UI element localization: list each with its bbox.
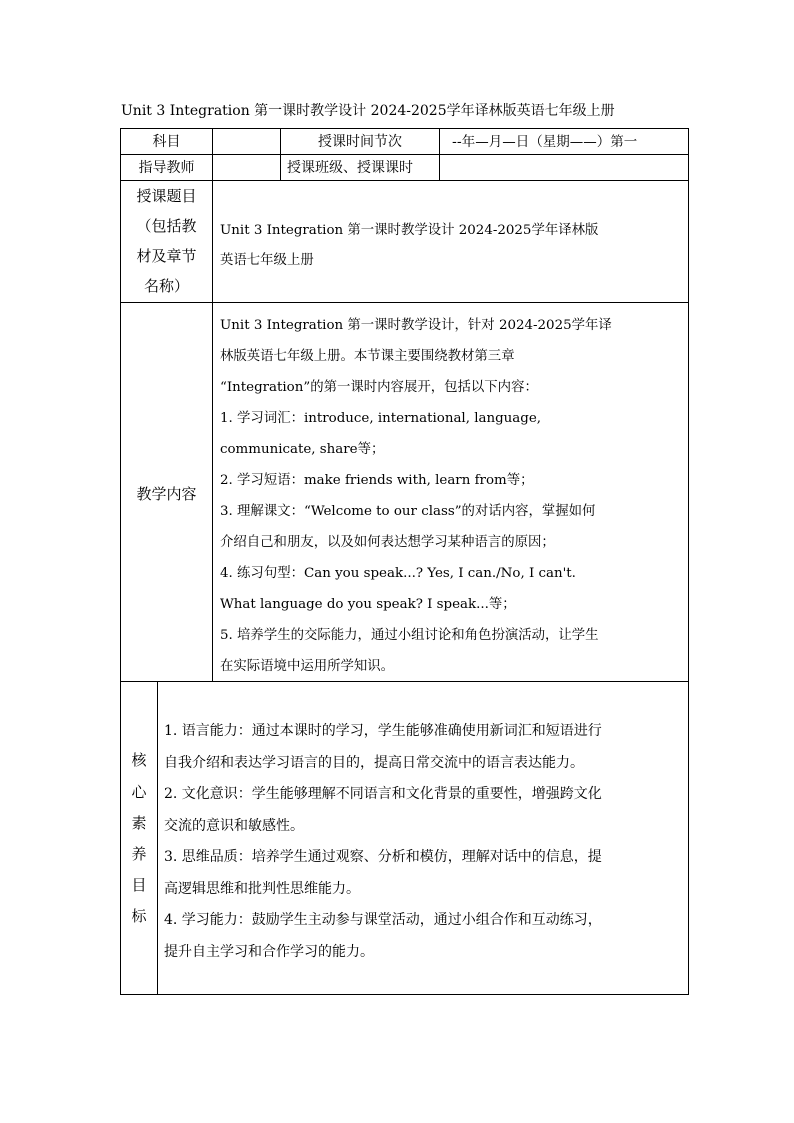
topic-value-line: 英语七年级上册 bbox=[220, 253, 314, 268]
topic-label-line: 材及章节 bbox=[136, 247, 197, 265]
core-label-char: 养 bbox=[131, 845, 147, 863]
core-line: 高逻辑思维和批判性思维能力。 bbox=[164, 880, 360, 897]
core-line: 自我介绍和表达学习语言的目的，提高日常交流中的语言表达能力。 bbox=[164, 754, 584, 771]
table-rule bbox=[120, 180, 689, 181]
core-line: 1. 语言能力：通过本课时的学习，学生能够准确使用新词汇和短语进行 bbox=[164, 723, 602, 739]
content-line: 4. 练习句型：Can you speak...? Yes, I can./No, I can't. bbox=[220, 566, 576, 581]
core-line: 交流的意识和敏感性。 bbox=[164, 817, 304, 834]
core-line: 提升自主学习和合作学习的能力。 bbox=[164, 943, 374, 960]
topic-label-line: 名称） bbox=[143, 277, 189, 295]
content-line: 5. 培养学生的交际能力，通过小组讨论和角色扮演活动，让学生 bbox=[220, 628, 599, 643]
core-line: 3. 思维品质：培养学生通过观察、分析和模仿，理解对话中的信息，提 bbox=[164, 849, 602, 865]
core-line: 2. 文化意识：学生能够理解不同语言和文化背景的重要性，增强跨文化 bbox=[164, 786, 602, 802]
time-value: --年—月—日（星期——）第一 bbox=[452, 134, 638, 150]
content-line: communicate, share等； bbox=[220, 442, 385, 457]
table-rule bbox=[688, 128, 689, 995]
core-line: 4. 学习能力：鼓励学生主动参与课堂活动，通过小组合作和互动练习， bbox=[164, 912, 602, 928]
core-label-char: 心 bbox=[131, 783, 147, 801]
topic-value bbox=[220, 216, 598, 276]
content-line: 在实际语境中运用所学知识。 bbox=[220, 659, 395, 674]
table-rule bbox=[157, 681, 158, 994]
document-title: Unit 3 Integration 第一课时教学设计 2024-2025学年译林版英语七年级上册 bbox=[121, 103, 615, 119]
topic-label-line: （包括教 bbox=[136, 217, 197, 235]
content-text bbox=[220, 310, 612, 682]
content-line: What language do you speak? I speak...等； bbox=[220, 597, 516, 612]
topic-value-line: Unit 3 Integration 第一课时教学设计 2024-2025学年译林版 bbox=[220, 223, 599, 238]
content-line: 2. 学习短语：make friends with, learn from等； bbox=[220, 473, 534, 488]
content-line: Unit 3 Integration 第一课时教学设计，针对 2024-2025学年译 bbox=[220, 318, 612, 333]
table-rule bbox=[212, 180, 213, 681]
subject-label: 科目 bbox=[152, 134, 181, 150]
table-rule bbox=[120, 994, 689, 995]
teacher-label: 指导教师 bbox=[138, 160, 195, 176]
core-label-char: 核 bbox=[131, 751, 147, 769]
table-rule bbox=[120, 128, 689, 129]
content-line: 介绍自己和朋友，以及如何表达想学习某种语言的原因； bbox=[220, 535, 555, 550]
content-line: 1. 学习词汇：introduce, international, language, bbox=[220, 411, 542, 426]
content-line: “Integration”的第一课时内容展开，包括以下内容： bbox=[220, 380, 538, 395]
time-label: 授课时间节次 bbox=[318, 134, 402, 150]
table-rule bbox=[439, 128, 440, 180]
core-label-char: 素 bbox=[131, 814, 147, 832]
core-label-char: 标 bbox=[131, 907, 147, 925]
core-label-char: 目 bbox=[131, 876, 147, 894]
content-line: 3. 理解课文：“Welcome to our class”的对话内容，掌握如何 bbox=[220, 504, 596, 519]
topic-label-line: 授课题目 bbox=[136, 187, 197, 205]
table-rule bbox=[120, 154, 689, 155]
table-rule bbox=[212, 128, 213, 180]
content-line: 林版英语七年级上册。本节课主要围绕教材第三章 bbox=[220, 349, 515, 364]
core-text bbox=[164, 716, 602, 968]
class-label: 授课班级、授课课时 bbox=[287, 160, 413, 176]
table-rule bbox=[120, 302, 689, 303]
content-label: 教学内容 bbox=[136, 485, 197, 503]
